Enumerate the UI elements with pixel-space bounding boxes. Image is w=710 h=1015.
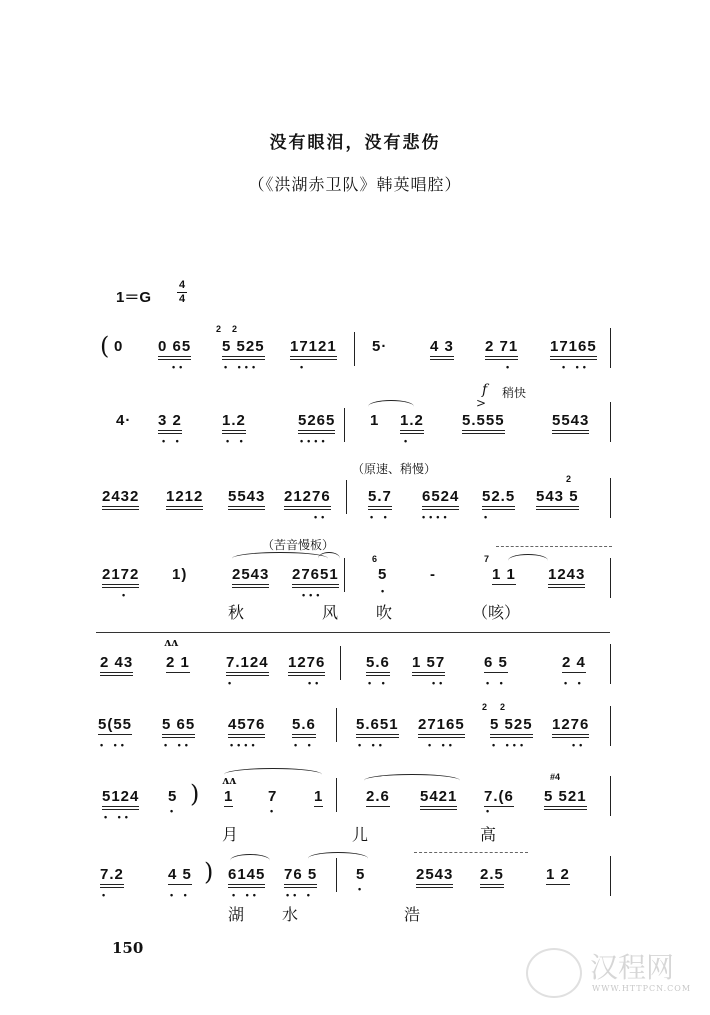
low-octave-dots: • •: [294, 740, 315, 750]
low-octave-dots: • ••: [104, 812, 132, 822]
low-octave-dots: •: [102, 890, 110, 900]
note-group: 5543: [552, 412, 589, 434]
close-paren: ): [190, 780, 200, 808]
note-group: 1 1: [492, 566, 516, 583]
lyric: 月: [222, 825, 239, 844]
phrase-slur: [308, 852, 368, 865]
note-group: 1.2: [400, 412, 424, 434]
watermark-url: WWW.HTTPCN.COM: [592, 984, 692, 993]
tempo-marking: 稍快: [502, 386, 527, 400]
note-group: 2 4: [562, 654, 586, 671]
note-group: 7: [268, 788, 278, 805]
grace-note: 2: [500, 702, 506, 712]
note-group: 5 525: [490, 716, 533, 738]
note-group: 1276: [552, 716, 589, 738]
score-row-7: [0, 764, 710, 854]
note-group: 5.555: [462, 412, 505, 434]
note-group: 1): [172, 566, 188, 583]
barline: [336, 708, 337, 742]
lyric: 浩: [404, 905, 421, 924]
note-group: 76 5: [284, 866, 317, 888]
note-group: 2 1: [166, 654, 190, 671]
low-octave-dots: ••: [432, 678, 447, 688]
low-octave-dots: •• •: [286, 890, 314, 900]
note-group: 1243: [548, 566, 585, 588]
grace-note: 2: [232, 324, 238, 334]
open-paren: (: [100, 332, 110, 360]
close-paren: ): [204, 858, 214, 886]
lyric: 吹: [376, 603, 393, 622]
time-signature-bottom: 4: [178, 293, 186, 305]
watermark-logo: [520, 942, 710, 1002]
low-octave-dots: • •••: [492, 740, 528, 750]
note-group: 5543: [228, 488, 265, 510]
note-group: 5.6: [292, 716, 316, 738]
note-group: 5.651: [356, 716, 399, 738]
lyric: 儿: [352, 825, 369, 844]
low-octave-dots: •: [300, 362, 308, 372]
score-row-6: [0, 700, 710, 760]
low-octave-dots: ••••: [300, 436, 329, 446]
low-octave-dots: • •: [370, 512, 391, 522]
low-octave-dots: ••: [308, 678, 323, 688]
note-group: 1: [314, 788, 324, 805]
score-row-8: [0, 846, 710, 936]
lyric: 湖: [228, 905, 245, 924]
low-octave-dots: •: [170, 806, 178, 816]
note-group: 4576: [228, 716, 265, 738]
note-group: 6 5: [484, 654, 508, 671]
low-octave-dots: • ••: [100, 740, 128, 750]
barline: [610, 644, 611, 684]
low-octave-dots: • •: [564, 678, 585, 688]
note-group: 5.7: [368, 488, 392, 510]
low-octave-dots: • ••: [164, 740, 192, 750]
barline: [344, 558, 345, 592]
score-row-2: [0, 382, 710, 454]
barline: [354, 332, 355, 366]
mordent-icon: ʌʌ: [222, 774, 237, 787]
dynamic-marking: f: [482, 382, 488, 398]
note-group: 2432: [102, 488, 139, 510]
lyric: （咳）: [472, 603, 521, 622]
phrase-slur: [232, 552, 328, 565]
note-group: 4 3: [430, 338, 454, 360]
low-octave-dots: •: [506, 362, 514, 372]
sharp-grace-note: #4: [550, 772, 561, 782]
lyric: 水: [282, 905, 299, 924]
low-octave-dots: •: [228, 678, 236, 688]
low-octave-dots: • ••: [232, 890, 260, 900]
note-group: 5: [356, 866, 366, 883]
low-octave-dots: • •: [486, 678, 507, 688]
note-group: 1 2: [546, 866, 570, 883]
section-divider: [96, 632, 610, 633]
note-group: 21276: [284, 488, 331, 510]
score-row-5: [0, 636, 710, 696]
low-octave-dots: •: [484, 512, 492, 522]
tempo-marking: （苦音慢板）: [262, 538, 335, 552]
barline: [336, 858, 337, 892]
note-group: 6145: [228, 866, 265, 888]
low-octave-dots: • •: [368, 678, 389, 688]
barline: [336, 778, 337, 812]
low-octave-dots: •: [486, 806, 494, 816]
note-group: 4 5: [168, 866, 192, 883]
note-group: 4·: [116, 412, 132, 429]
low-octave-dots: •: [381, 586, 389, 596]
note-group: 7.(6: [484, 788, 514, 805]
low-octave-dots: ••••: [422, 512, 451, 522]
note-group: 1.2: [222, 412, 246, 434]
grace-note: 2: [566, 474, 572, 484]
barline: [340, 646, 341, 680]
low-octave-dots: •••: [302, 590, 324, 600]
low-octave-dots: •: [404, 436, 412, 446]
grace-note: 6: [372, 554, 378, 564]
note-group: 27651: [292, 566, 339, 588]
note-group: 5124: [102, 788, 139, 810]
barline: [610, 856, 611, 896]
grace-note: 7: [484, 554, 490, 564]
barline: [610, 402, 611, 442]
time-signature: [176, 279, 188, 306]
lyric: 秋: [228, 603, 245, 622]
low-octave-dots: • ••: [428, 740, 456, 750]
barline: [610, 776, 611, 816]
note-group: 1: [224, 788, 234, 805]
low-octave-dots: •: [270, 806, 278, 816]
tempo-marking: （原速、稍慢）: [352, 462, 437, 476]
score-row-3: [0, 458, 710, 522]
phrase-slur: [224, 768, 322, 781]
note-group: 0: [114, 338, 124, 355]
low-octave-dots: • ••: [562, 362, 590, 372]
note-group: 2543: [416, 866, 453, 888]
note-group: 543 5: [536, 488, 579, 510]
note-group: -: [430, 566, 436, 583]
note-group: 5421: [420, 788, 457, 810]
accent-marking: >: [476, 396, 487, 410]
phrase-slur: [364, 774, 460, 787]
note-group: 2 43: [100, 654, 133, 676]
phrase-dashline: [496, 546, 612, 547]
note-group: 5265: [298, 412, 335, 434]
note-group: 7.124: [226, 654, 269, 676]
note-group: 2.6: [366, 788, 390, 805]
note-group: 1 57: [412, 654, 445, 676]
score-row-1: [0, 324, 710, 390]
song-title: 没有眼泪，没有悲伤: [269, 133, 441, 153]
score-row-4: [0, 536, 710, 626]
note-group: 2 71: [485, 338, 518, 360]
barline: [610, 706, 611, 746]
note-group: 5 65: [162, 716, 195, 738]
mordent-icon: ʌʌ: [164, 636, 179, 649]
phrase-slur: [318, 552, 340, 565]
watermark-text: 汉程网: [590, 951, 675, 984]
note-group: 5 525: [222, 338, 265, 360]
lyric: 高: [480, 825, 497, 844]
barline: [610, 478, 611, 518]
note-group: 5.6: [366, 654, 390, 676]
barline: [346, 480, 347, 514]
barline: [610, 328, 611, 368]
note-group: 2.5: [480, 866, 504, 888]
note-group: 3 2: [158, 412, 182, 434]
lyric: 风: [322, 603, 339, 622]
note-group: 1276: [288, 654, 325, 676]
note-group: 0 65: [158, 338, 191, 360]
low-octave-dots: • •••: [224, 362, 260, 372]
low-octave-dots: ••••: [230, 740, 259, 750]
low-octave-dots: • •: [162, 436, 183, 446]
low-octave-dots: ••: [572, 740, 587, 750]
low-octave-dots: ••: [314, 512, 329, 522]
low-octave-dots: • ••: [358, 740, 386, 750]
note-group: 2172: [102, 566, 139, 588]
low-octave-dots: ••: [172, 362, 187, 372]
note-group: 52.5: [482, 488, 515, 510]
barline: [610, 558, 611, 598]
page-number: 150: [112, 939, 144, 957]
note-group: 5: [378, 566, 388, 583]
note-group: 5 521: [544, 788, 587, 810]
note-group: 1212: [166, 488, 203, 510]
note-group: 5(55: [98, 716, 133, 733]
barline: [344, 408, 345, 442]
low-octave-dots: • •: [226, 436, 247, 446]
note-group: 27165: [418, 716, 465, 738]
note-group: 2543: [232, 566, 269, 588]
low-octave-dots: • •: [170, 890, 191, 900]
note-group: 6524: [422, 488, 459, 510]
low-octave-dots: •: [122, 590, 130, 600]
song-subtitle: （《洪湖赤卫队》韩英唱腔）: [248, 175, 462, 194]
grace-note: 2: [482, 702, 488, 712]
watermark-swirl-icon: [526, 948, 582, 998]
note-group: 5·: [372, 338, 388, 355]
note-group: 5: [168, 788, 178, 805]
note-group: 17165: [550, 338, 597, 360]
grace-note: 2: [216, 324, 222, 334]
note-group: 1: [370, 412, 380, 429]
key-signature: 1＝G: [116, 289, 152, 306]
time-signature-top: 4: [178, 279, 186, 291]
note-group: 17121: [290, 338, 337, 360]
note-group: 7.2: [100, 866, 124, 888]
phrase-dashline: [414, 852, 528, 853]
low-octave-dots: •: [358, 884, 366, 894]
